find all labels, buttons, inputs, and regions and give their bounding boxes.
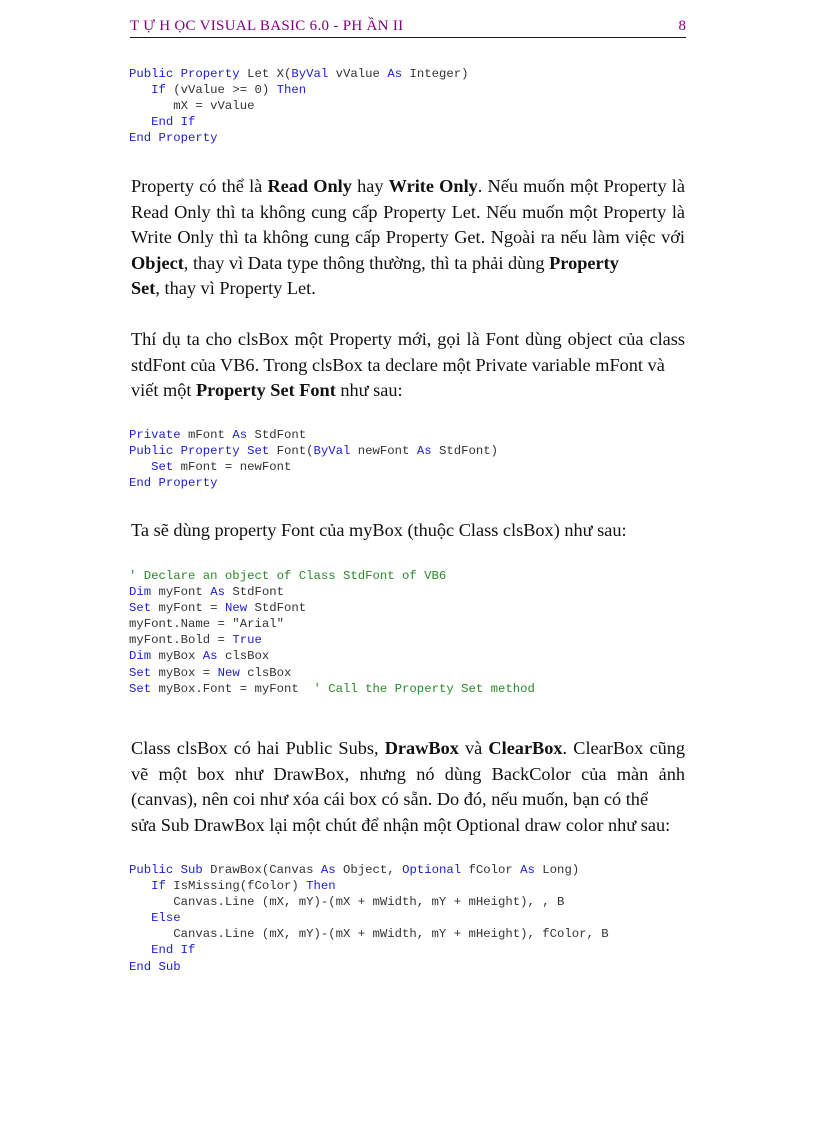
code-keyword: As	[202, 649, 218, 664]
code-text: myFont.Bold =	[129, 633, 233, 648]
text-line	[131, 813, 685, 839]
bold-term: ClearBox	[488, 738, 563, 758]
body-text: hay	[351, 176, 389, 196]
text-line	[131, 355, 665, 375]
code-line	[129, 130, 729, 146]
code-keyword: Set	[129, 601, 152, 616]
bold-term: Read Only	[267, 176, 352, 196]
code-line	[129, 910, 729, 926]
code-line	[129, 600, 729, 616]
code-keyword: Set	[129, 681, 152, 696]
code-text	[129, 879, 151, 893]
code-keyword: ByVal	[291, 67, 329, 81]
code-text: myFont.Name = "Arial"	[129, 617, 284, 632]
code-comment: ' Call the Property Set method	[313, 681, 535, 696]
code-text	[129, 943, 151, 957]
body-text: như sau:	[335, 380, 403, 401]
code-line	[129, 632, 729, 648]
code-line	[129, 459, 729, 475]
code-text	[129, 911, 151, 925]
code-text: myFont	[151, 585, 211, 600]
code-keyword: True	[232, 633, 262, 648]
code-line	[129, 681, 729, 697]
code-text: Font(	[269, 444, 314, 459]
code-keyword: End If	[151, 115, 196, 130]
paragraph-read-write-only	[131, 174, 685, 302]
code-text: clsBox	[239, 665, 292, 680]
body-text: stdFont của VB6. Trong clsBox ta declare một Private variable mFont và	[131, 354, 665, 375]
body-text: vẽ một box như DrawBox, nhưng nó dùng BackColor của màn ảnh	[131, 763, 685, 784]
code-text: Integer)	[402, 67, 469, 81]
code-text: myBox.Font = myFont	[151, 681, 314, 696]
code-line	[129, 926, 729, 942]
text-line	[131, 789, 648, 809]
header-title: T Ự H ỌC VISUAL BASIC 6.0 - PH ẦN II	[130, 18, 404, 34]
code-line	[129, 648, 729, 664]
text-line	[131, 764, 685, 784]
body-text: với	[661, 227, 685, 248]
code-keyword: As	[387, 67, 403, 81]
code-keyword: New	[217, 665, 240, 680]
code-keyword: Public Sub	[129, 863, 203, 877]
bold-term: Write Only	[388, 176, 478, 196]
code-line	[129, 98, 729, 114]
code-text: mFont	[180, 428, 233, 442]
code-line	[129, 427, 729, 443]
page-number: 8	[678, 18, 686, 34]
paragraph-drawbox-clearbox	[131, 736, 685, 838]
code-text: StdFont	[224, 585, 284, 600]
code-line	[129, 878, 729, 894]
code-line	[129, 568, 729, 584]
code-keyword: As	[232, 428, 248, 442]
code-line	[129, 584, 729, 600]
code-keyword: Dim	[129, 649, 152, 664]
text-line	[131, 329, 685, 349]
bold-term: Set	[131, 278, 156, 299]
bold-term: Property	[549, 252, 619, 273]
code-text	[129, 83, 151, 97]
code-text: IsMissing(fColor)	[165, 879, 307, 894]
paragraph-font-property	[131, 327, 685, 404]
body-text: . Nếu muốn một Property	[477, 176, 667, 196]
body-text: và	[458, 738, 489, 758]
code-keyword: As	[320, 863, 336, 877]
code-keyword: Set	[129, 665, 152, 680]
text-line	[131, 738, 685, 758]
code-text	[129, 460, 151, 474]
text-line	[131, 276, 685, 302]
body-text: Property có thể là	[131, 176, 268, 196]
code-keyword: Public Property Set	[129, 444, 270, 459]
code-keyword: As	[520, 863, 535, 877]
code-keyword: As	[210, 585, 225, 600]
code-keyword: Private	[129, 428, 181, 442]
code-keyword: End Property	[129, 131, 218, 146]
running-header	[130, 15, 686, 38]
code-line	[129, 862, 729, 878]
bold-term: DrawBox	[384, 738, 459, 758]
code-keyword: Then	[276, 83, 307, 98]
code-text: myFont =	[151, 601, 225, 616]
code-comment: ' Declare an object of Class StdFont of VB6	[129, 569, 447, 583]
code-block-property-set	[129, 427, 729, 491]
code-text: mX = vValue	[129, 99, 255, 114]
code-line	[129, 66, 729, 82]
code-line	[129, 665, 729, 681]
code-keyword: Else	[151, 911, 181, 926]
code-text	[129, 115, 151, 129]
code-text: myBox =	[151, 665, 218, 680]
code-line	[129, 959, 729, 975]
code-block-font-usage	[129, 568, 729, 697]
code-text: StdFont	[247, 601, 307, 616]
body-text: Thí dụ ta cho clsBox một Property mới, gọi là Font dùng object của class	[131, 329, 685, 349]
code-text: Canvas.Line (mX, mY)-(mX + mWidth, mY + mHeight), fColor, B	[129, 927, 609, 942]
code-text: clsBox	[217, 649, 270, 664]
code-text: Canvas.Line (mX, mY)-(mX + mWidth, mY + mHeight), , B	[129, 895, 565, 910]
code-text: fColor	[461, 863, 521, 877]
body-text: viết một	[131, 380, 196, 401]
code-line	[129, 82, 729, 98]
code-text: vValue	[328, 67, 388, 81]
body-text: , thay vì Data type thông thường, thì ta phải dùng	[183, 252, 550, 273]
code-text: StdFont)	[431, 444, 499, 459]
code-keyword: ByVal	[313, 444, 351, 459]
code-keyword: If	[151, 83, 166, 98]
code-text: mFont = newFont	[173, 460, 292, 475]
code-keyword: New	[224, 601, 248, 616]
body-text: , thay vì Property Let.	[155, 278, 316, 299]
code-keyword: Then	[306, 879, 336, 894]
bold-term: Property Set Font	[196, 380, 336, 401]
code-text: newFont	[350, 444, 417, 459]
body-text: Ta sẽ dùng property Font của myBox (thuộc Class clsBox) như sau:	[131, 520, 627, 540]
code-text: Let X(	[239, 67, 292, 81]
body-text: sửa Sub DrawBox lại một chút để nhận một Optional draw color như sau:	[131, 814, 671, 835]
code-line	[129, 114, 729, 130]
code-line	[129, 942, 729, 958]
text-line	[131, 176, 667, 196]
body-text: Class clsBox có hai Public Subs,	[131, 738, 385, 758]
body-text: là Read Only thì ta không cung cấp Property Let. Nếu muốn một Property	[131, 176, 685, 222]
text-line	[131, 518, 685, 544]
code-keyword: Dim	[129, 585, 152, 600]
body-text: (canvas), nên coi như xóa cái box có sẵn. Do đó, nếu muốn, bạn có thể	[131, 789, 649, 810]
code-keyword: Set	[151, 460, 174, 475]
code-keyword: Optional	[402, 863, 462, 877]
code-keyword: End If	[151, 943, 196, 958]
body-text: . ClearBox cũng	[562, 738, 685, 758]
code-keyword: Public Property	[129, 67, 240, 81]
code-keyword: As	[416, 444, 432, 459]
code-text: (vValue >= 0)	[165, 83, 277, 98]
code-line	[129, 475, 729, 491]
code-text: DrawBox(Canvas	[202, 863, 321, 877]
code-line	[129, 894, 729, 910]
text-line	[131, 378, 685, 404]
code-text: Long)	[534, 863, 580, 877]
paragraph-use-font	[131, 518, 685, 544]
bold-term: Object	[131, 252, 184, 273]
code-text: Object,	[335, 863, 403, 877]
code-keyword: If	[151, 879, 166, 894]
code-keyword: End Sub	[129, 959, 181, 974]
code-text: StdFont	[247, 428, 307, 442]
code-keyword: End Property	[129, 476, 218, 491]
code-text: myBox	[151, 649, 203, 664]
body-text: là Write Only thì ta không cung cấp Property Get. Ngoài ra nếu làm việc	[131, 201, 686, 248]
code-line	[129, 443, 729, 459]
code-block-property-let	[129, 66, 729, 146]
code-block-drawbox	[129, 862, 729, 975]
code-line	[129, 616, 729, 632]
